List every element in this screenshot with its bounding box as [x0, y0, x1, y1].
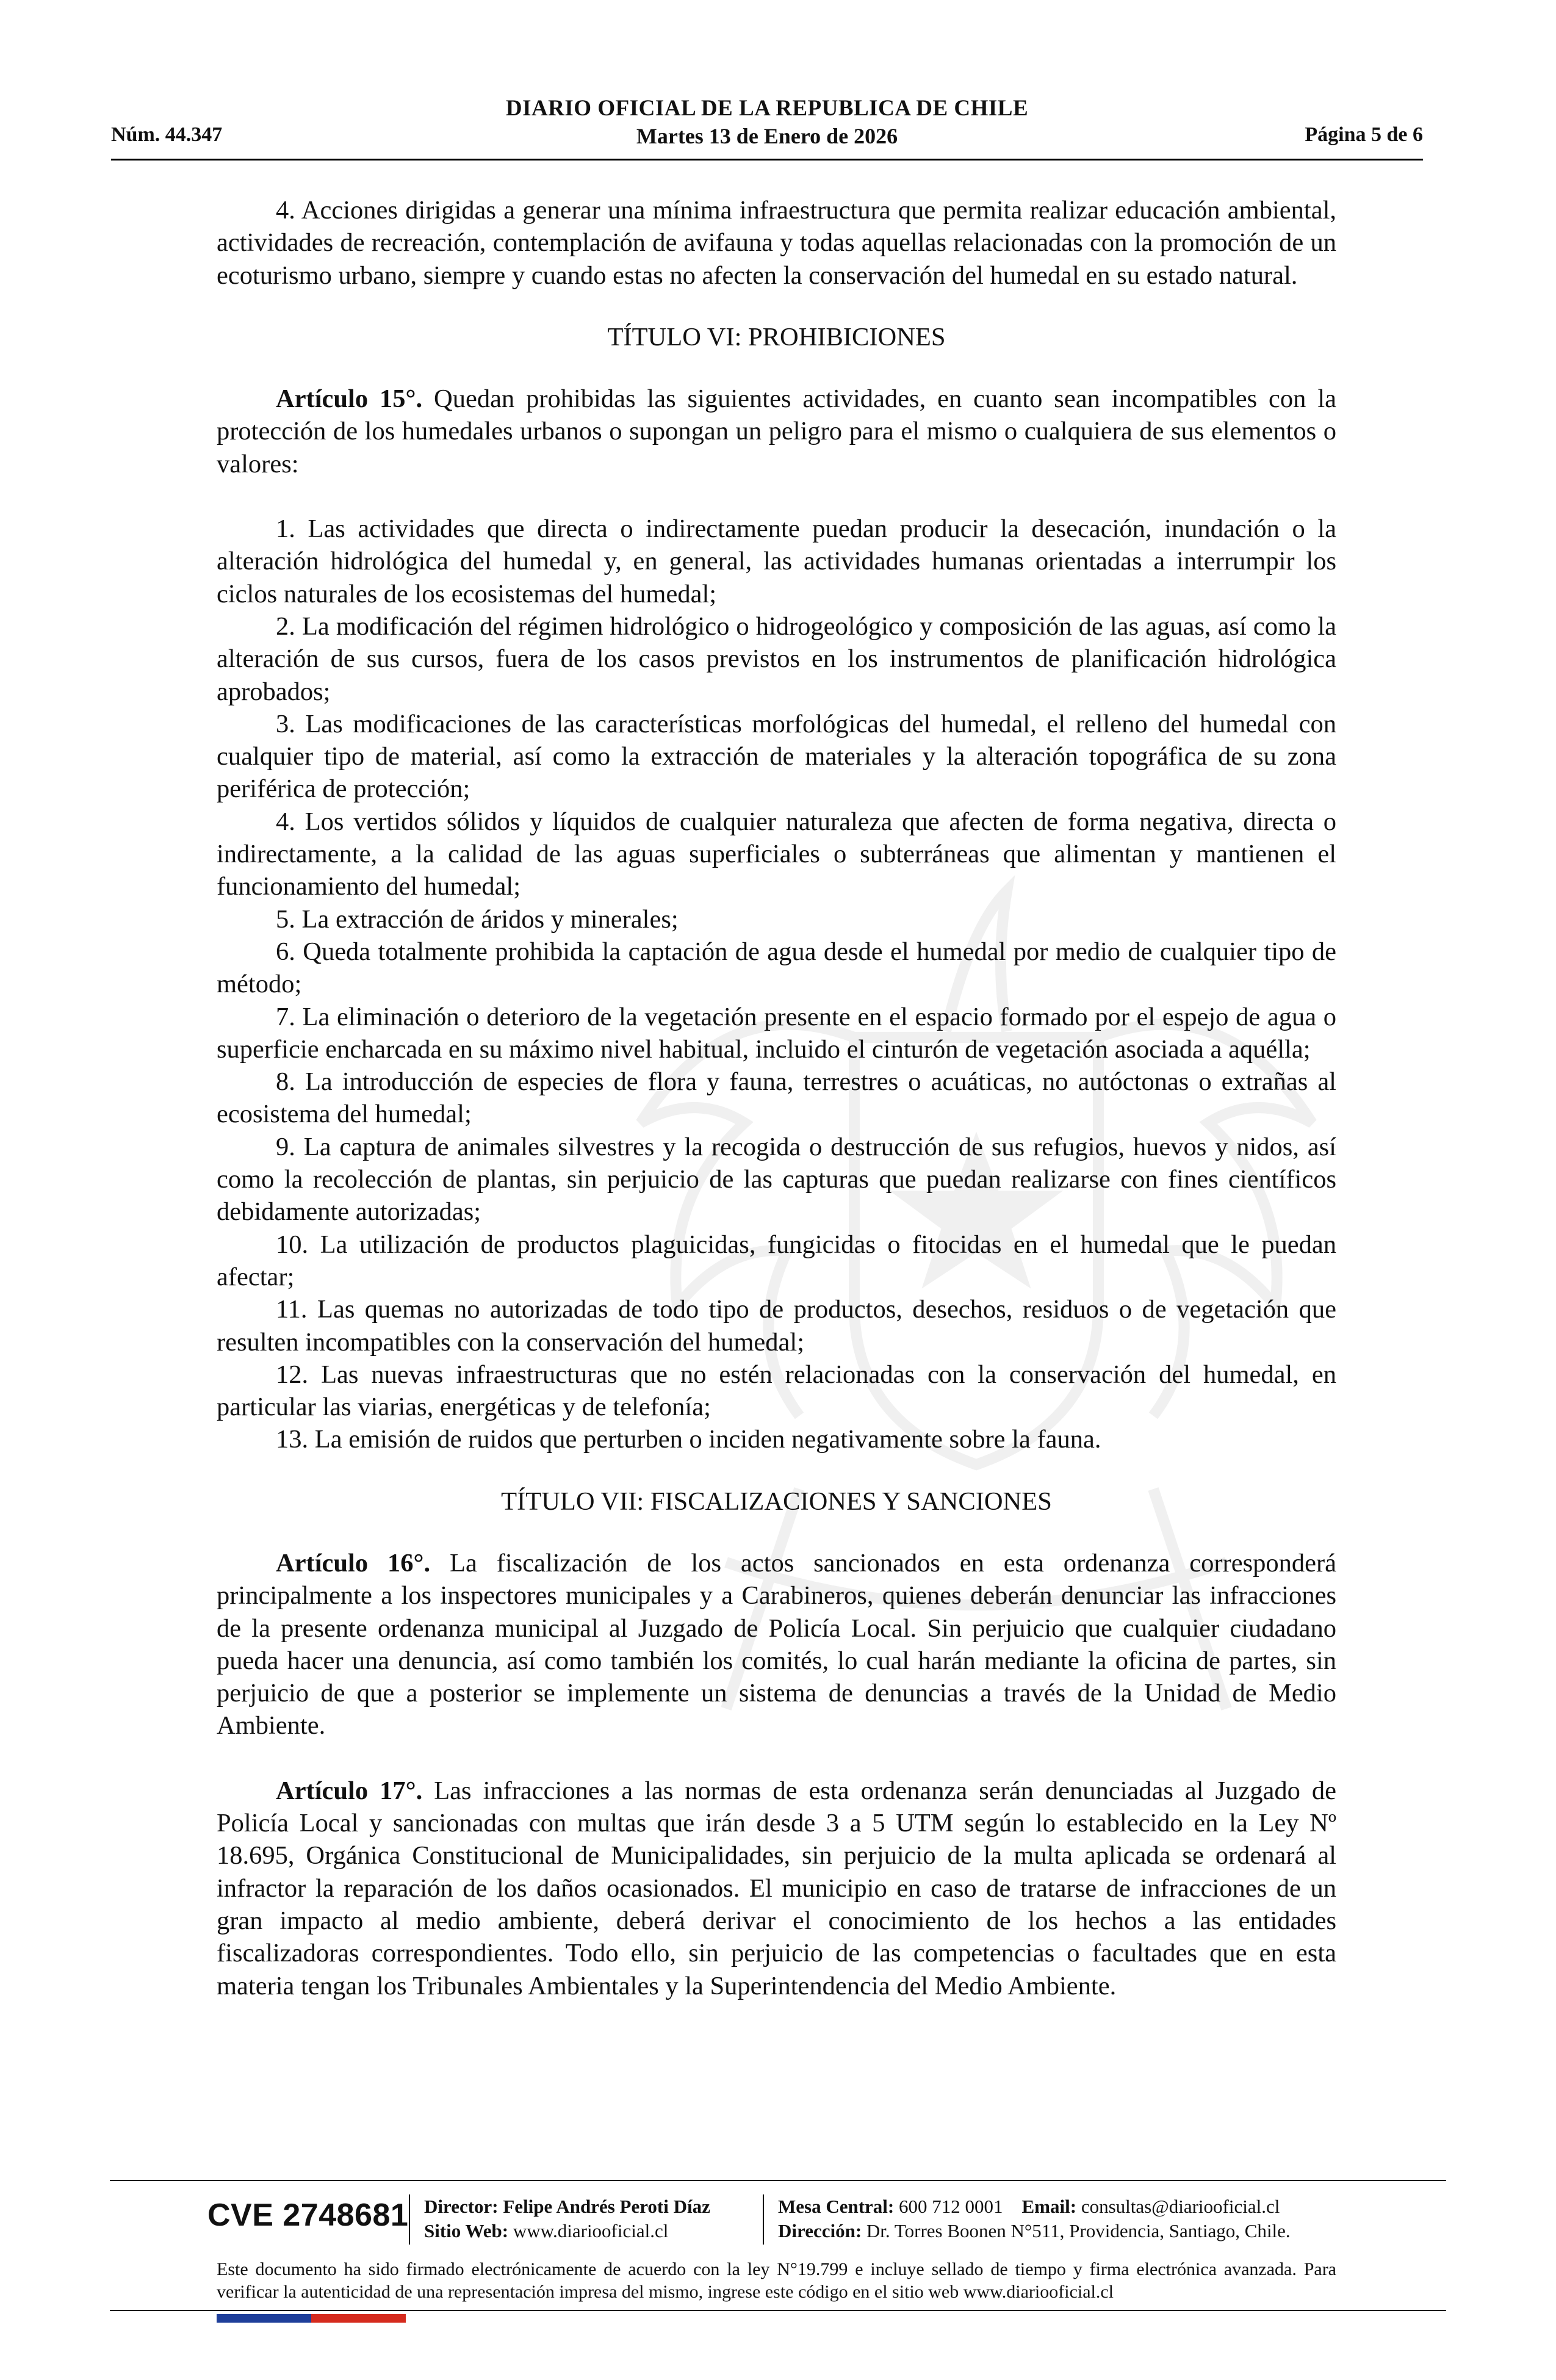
issue-number: Núm. 44.347	[111, 123, 223, 146]
list-item: 3. Las modificaciones de las características morfológicas del humedal, el relleno del humedal con cualquier tipo de material, así como la extracción de materiales y la alteración topográfica de su zona periférica de protección;	[217, 709, 1336, 804]
page-number: Página 5 de 6	[1305, 123, 1423, 146]
list-item: 7. La eliminación o deterioro de la vegetación presente en el espacio formado por el espejo de agua o superficie encharcada en su máximo nivel habitual, incluido el cinturón de vegetación asociada a aquélla;	[217, 1002, 1336, 1064]
article-16-text: La fiscalización de los actos sancionados en esta ordenanza corresponderá principalmente a los inspectores municipales y a Carabineros, quienes deberán denunciar las infracciones de la presente ordenanza municipal al Juzgado de Policía Local. Sin perjuicio que cualquier ciudadano pueda hacer una denuncia, así como también los comités, lo cual harán mediante la oficina de partes, sin perjuicio de que a posterior se implemente un sistema de denuncias a través de la Unidad de Medio Ambiente.	[217, 1548, 1336, 1740]
mesa-central-phone: 600 712 0001	[899, 2196, 1003, 2217]
address-label: Dirección:	[778, 2220, 862, 2241]
article-17	[217, 1775, 1336, 2002]
list-item: 12. Las nuevas infraestructuras que no estén relacionadas con la conservación del humedal, en particular las viarias, energéticas y de telefonía;	[217, 1360, 1336, 1422]
article-16-label: Artículo 16°.	[276, 1548, 431, 1578]
issue-date: Martes 13 de Enero de 2026	[636, 124, 898, 148]
email-link[interactable]: consultas@diariooficial.cl	[1081, 2196, 1280, 2217]
website-label: Sitio Web:	[424, 2220, 509, 2241]
list-item: 4. Los vertidos sólidos y líquidos de cualquier naturaleza que afecten de forma negativa, directa o indirectamente, a la calidad de las aguas superficiales o subterráneas que alimentan y mantienen el funcionamiento del humedal;	[217, 807, 1336, 901]
title-vi-heading: TÍTULO VI: PROHIBICIONES	[607, 322, 946, 352]
list-item: 11. Las quemas no autorizadas de todo tipo de productos, desechos, residuos o de vegetación que resulten incompatibles con la conservación del humedal;	[217, 1295, 1336, 1357]
page-footer	[201, 2191, 1349, 2258]
director-label: Director:	[424, 2196, 499, 2217]
electronic-signature-notice: Este documento ha sido firmado electrónicamente de acuerdo con la ley N°19.799 e incluye sellado de tiempo y firma electrónica avanzada. Para verificar la autenticidad de una representación impresa del mismo, ingrese este código en el sitio web www.diariooficial.cl	[217, 2259, 1336, 2302]
document-body	[217, 194, 1336, 2002]
flag-stripe	[217, 2314, 406, 2323]
list-item: 10. La utilización de productos plaguicidas, fungicidas o fitocidas en el humedal que le puedan afectar;	[217, 1230, 1336, 1291]
list-item: 9. La captura de animales silvestres y la recogida o destrucción de sus refugios, huevos y nidos, así como la recolección de plantas, sin perjuicio de las capturas que puedan realizarse con fines científicos debidamente autorizadas;	[217, 1132, 1336, 1227]
list-item: 1. Las actividades que directa o indirectamente puedan producir la desecación, inundación o la alteración hidrológica del humedal y, en general, las actividades humanas orientadas a interrumpir los ciclos naturales de los ecosistemas del humedal;	[217, 514, 1336, 608]
flag-blue-band	[217, 2314, 311, 2323]
article-15-text: Quedan prohibidas las siguientes actividades, en cuanto sean incompatibles con la protección de los humedales urbanos o supongan un peligro para el mismo o cualquiera de sus elementos o valores:	[217, 384, 1336, 478]
footer-director-block	[424, 2194, 710, 2243]
article-15	[217, 383, 1336, 480]
director-name: Felipe Andrés Peroti Díaz	[503, 2196, 710, 2217]
list-item: 13. La emisión de ruidos que perturben o inciden negativamente sobre la fauna.	[276, 1425, 1101, 1454]
article-17-label: Artículo 17°.	[276, 1776, 423, 1805]
title-vii-heading: TÍTULO VII: FISCALIZACIONES Y SANCIONES	[501, 1487, 1052, 1516]
bottom-divider	[110, 2310, 1446, 2311]
article-17-text: Las infracciones a las normas de esta ordenanza serán denunciadas al Juzgado de Policía Local y sancionadas con multas que irán desde 3 a 5 UTM según lo establecido en la Ley Nº 18.695, Orgánica Constitucional de Municipalidades, sin perjuicio de la multa aplicada se ordenará al infractor la reparación de los daños ocasionados. El municipio en caso de tratarse de infracciones de un gran impacto al medio ambiente, deberá derivar el conocimiento de los hechos a las entidades fiscalizadoras correspondientes. Todo ello, sin perjuicio de las competencias o facultades que en esta materia tengan los Tribunales Ambientales y la Superintendencia del Medio Ambiente.	[217, 1776, 1336, 2000]
list-item: 6. Queda totalmente prohibida la captación de agua desde el humedal por medio de cualquier tipo de método;	[217, 937, 1336, 999]
footer-separator	[409, 2194, 410, 2245]
address-value: Dr. Torres Boonen N°511, Providencia, Santiago, Chile.	[866, 2220, 1291, 2241]
article-15-label: Artículo 15°.	[276, 384, 423, 414]
website-link[interactable]: www.diariooficial.cl	[513, 2220, 669, 2241]
list-item: 2. La modificación del régimen hidrológico o hidrogeológico y composición de las aguas, así como la alteración de sus cursos, fuera de los casos previstos en los instrumentos de planificación hidrológica aprobados;	[217, 611, 1336, 706]
mesa-central-label: Mesa Central:	[778, 2196, 895, 2217]
cve-code: CVE 2748681	[207, 2198, 409, 2233]
article-16	[217, 1547, 1336, 1742]
list-item: 5. La extracción de áridos y minerales;	[276, 904, 679, 934]
footer-contact-block	[778, 2194, 1291, 2243]
list-item: 8. La introducción de especies de flora y fauna, terrestres o acuáticas, no autóctonas o extrañas al ecosistema del humedal;	[217, 1067, 1336, 1129]
footer-separator	[763, 2194, 764, 2245]
newspaper-title: DIARIO OFICIAL DE LA REPUBLICA DE CHILE	[505, 96, 1029, 121]
page-header	[111, 92, 1423, 160]
flag-red-band	[311, 2314, 406, 2323]
paragraph-item-4-continued: 4. Acciones dirigidas a generar una mínima infraestructura que permita realizar educación ambiental, actividades de recreación, contemplación de avifauna y todas aquellas relacionadas con la promoción de un ecoturismo urbano, siempre y cuando estas no afecten la conservación del humedal en su estado natural.	[217, 196, 1336, 290]
email-label: Email:	[1021, 2196, 1077, 2217]
footer-divider	[110, 2180, 1446, 2181]
